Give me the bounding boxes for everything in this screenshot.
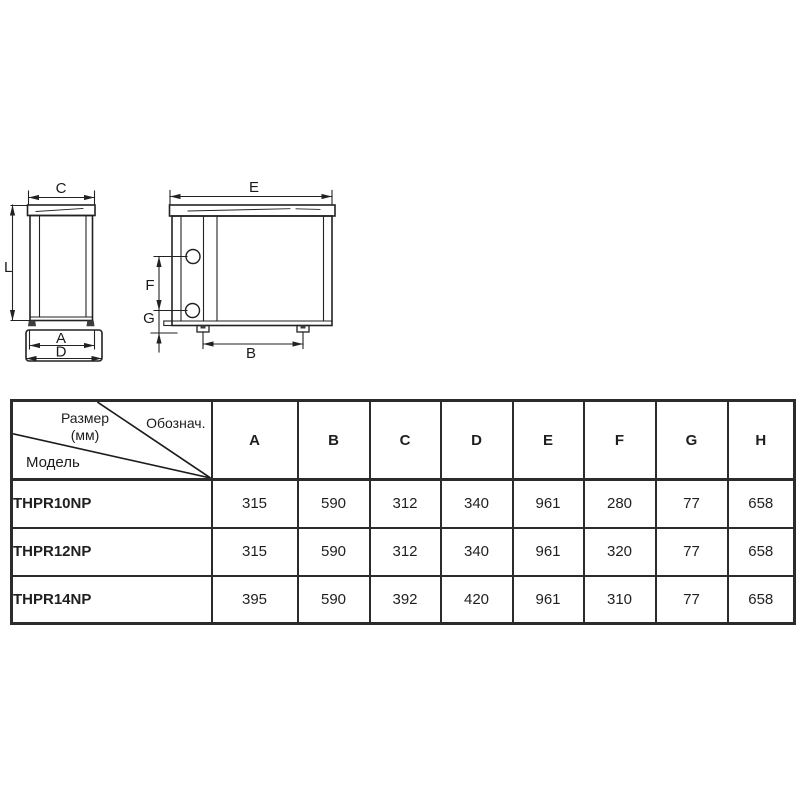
- dimensions-table: [10, 399, 796, 625]
- value-cell: 320: [584, 528, 656, 576]
- value-cell: 77: [656, 480, 728, 528]
- value-cell: 420: [441, 576, 513, 624]
- side-cap-seam: [36, 209, 83, 212]
- foot-bolt-icon: [201, 326, 206, 329]
- front-left-step: [164, 321, 172, 326]
- column-header-a: A: [212, 401, 298, 480]
- model-name: THPR12NP: [12, 528, 212, 576]
- value-cell: 961: [513, 576, 584, 624]
- arrowhead-icon: [170, 194, 181, 199]
- arrowhead-icon: [156, 333, 161, 344]
- front-body: [172, 216, 332, 326]
- table-row: [12, 528, 795, 576]
- arrowhead-icon: [30, 343, 41, 348]
- value-cell: 315: [212, 480, 298, 528]
- value-cell: 658: [728, 528, 795, 576]
- value-cell: 395: [212, 576, 298, 624]
- value-cell: 340: [441, 480, 513, 528]
- value-cell: 392: [370, 576, 441, 624]
- front-cap-seam: [188, 209, 290, 211]
- lower-pipe-connection: [186, 304, 200, 318]
- arrowhead-icon: [156, 300, 161, 311]
- arrowhead-icon: [156, 257, 161, 268]
- table-row: [12, 576, 795, 624]
- column-header-g: G: [656, 401, 728, 480]
- side-base-outer-width-label: D: [55, 343, 67, 361]
- front-cap-seam: [296, 209, 320, 210]
- arrowhead-icon: [29, 195, 40, 200]
- table-row: [12, 480, 795, 528]
- arrowhead-icon: [322, 194, 333, 199]
- value-cell: 77: [656, 576, 728, 624]
- value-cell: 961: [513, 480, 584, 528]
- value-cell: 312: [370, 528, 441, 576]
- side-view-drawing: [4, 180, 102, 361]
- arrowhead-icon: [84, 343, 95, 348]
- arrowhead-icon: [10, 310, 15, 321]
- value-cell: 961: [513, 528, 584, 576]
- foot-bolt-icon: [301, 326, 306, 329]
- value-cell: 590: [298, 528, 370, 576]
- value-cell: 315: [212, 528, 298, 576]
- technical-drawings: [0, 0, 800, 395]
- model-name: THPR14NP: [12, 576, 212, 624]
- column-header-f: F: [584, 401, 656, 480]
- header-row: [12, 401, 795, 480]
- dimension-l: [10, 205, 30, 321]
- size-label: Размер: [60, 410, 110, 426]
- front-top-width-label: E: [248, 179, 260, 196]
- front-pipe-to-bottom-label: G: [143, 310, 155, 327]
- side-height-label: L: [4, 259, 13, 276]
- column-header-c: C: [370, 401, 441, 480]
- corner-header-cell: [12, 401, 212, 480]
- value-cell: 280: [584, 480, 656, 528]
- front-pipe-spacing-label: F: [145, 277, 155, 294]
- side-left-clip: [28, 321, 36, 327]
- value-cell: 590: [298, 480, 370, 528]
- value-cell: 590: [298, 576, 370, 624]
- side-base-inner-width-label: A: [55, 330, 67, 347]
- value-cell: 658: [728, 480, 795, 528]
- column-header-b: B: [298, 401, 370, 480]
- column-header-e: E: [513, 401, 584, 480]
- column-header-d: D: [441, 401, 513, 480]
- dimension-f-g: [151, 257, 187, 353]
- value-cell: 658: [728, 576, 795, 624]
- size-unit-label: (мм): [70, 427, 100, 443]
- side-right-clip: [87, 321, 95, 327]
- model-name: THPR10NP: [12, 480, 212, 528]
- designation-label: Обознач.: [146, 415, 206, 431]
- arrowhead-icon: [10, 205, 15, 216]
- front-feet-spacing-label: B: [245, 345, 257, 362]
- upper-pipe-connection: [186, 250, 200, 264]
- value-cell: 310: [584, 576, 656, 624]
- value-cell: 77: [656, 528, 728, 576]
- arrowhead-icon: [293, 341, 304, 346]
- front-view-drawing: [143, 179, 335, 362]
- arrowhead-icon: [84, 195, 95, 200]
- arrowhead-icon: [203, 341, 214, 346]
- value-cell: 312: [370, 480, 441, 528]
- side-top-width-label: C: [55, 180, 67, 197]
- value-cell: 340: [441, 528, 513, 576]
- column-header-h: H: [728, 401, 795, 480]
- model-label: Модель: [26, 453, 80, 471]
